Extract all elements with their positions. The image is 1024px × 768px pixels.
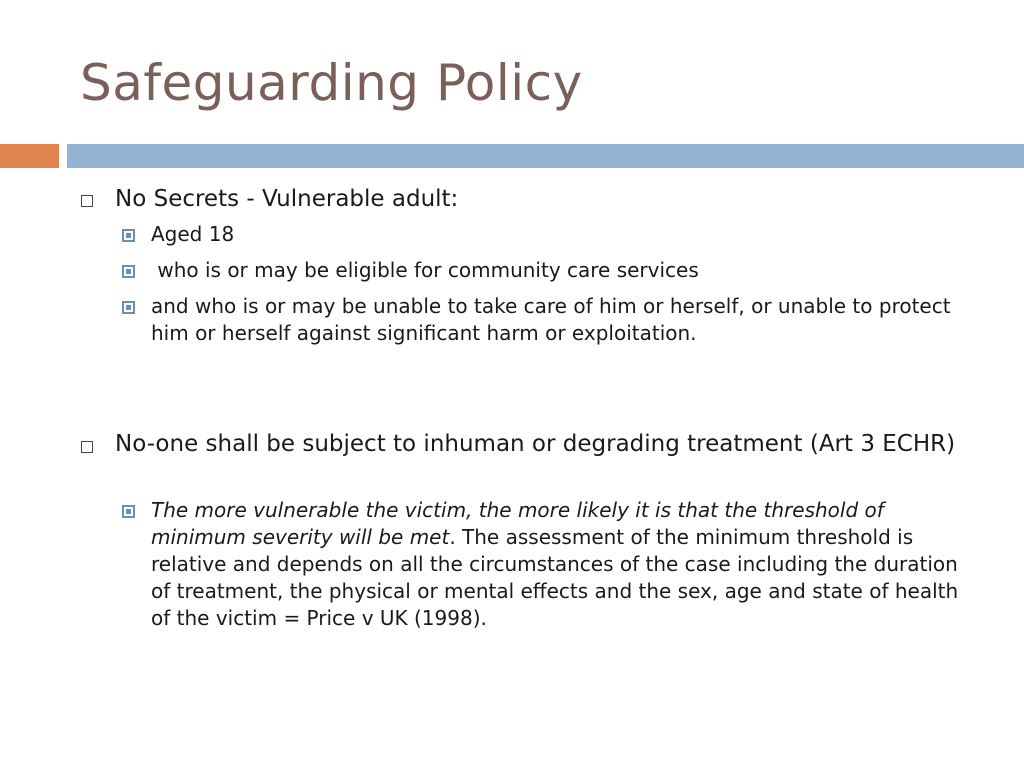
section1-heading: No Secrets - Vulnerable adult:: [115, 186, 459, 212]
filled-square-bullet-icon: [122, 229, 135, 242]
section2-heading: No-one shall be subject to inhuman or degrading treatment (Art 3 ECHR): [115, 431, 956, 457]
section2-quote: [151, 497, 981, 632]
section2-quote-rest: . The assessment of the minimum threshold is relative and depends on all the circumstances of the case including the duration of treatment, the physical or mental effects and the sex, age and state of health of the victim = Price v UK (1998).: [151, 525, 959, 630]
section1-item-3: and who is or may be unable to take care of him or herself, or unable to protect him or herself against significant harm or exploitation.: [151, 294, 951, 345]
section2-quote-italic: The more vulnerable the victim, the more likely it is that the threshold of minimum severity will be met: [151, 498, 884, 549]
filled-square-bullet-icon: [122, 301, 135, 314]
filled-square-bullet-icon: [122, 265, 135, 278]
square-bullet-icon: [81, 441, 93, 453]
section1-item-1: Aged 18: [151, 222, 235, 246]
filled-square-bullet-icon: [122, 505, 135, 518]
square-bullet-icon: [81, 195, 93, 207]
slide-title: Safeguarding Policy: [80, 54, 583, 112]
section1-item-2: who is or may be eligible for community care services: [151, 258, 699, 282]
